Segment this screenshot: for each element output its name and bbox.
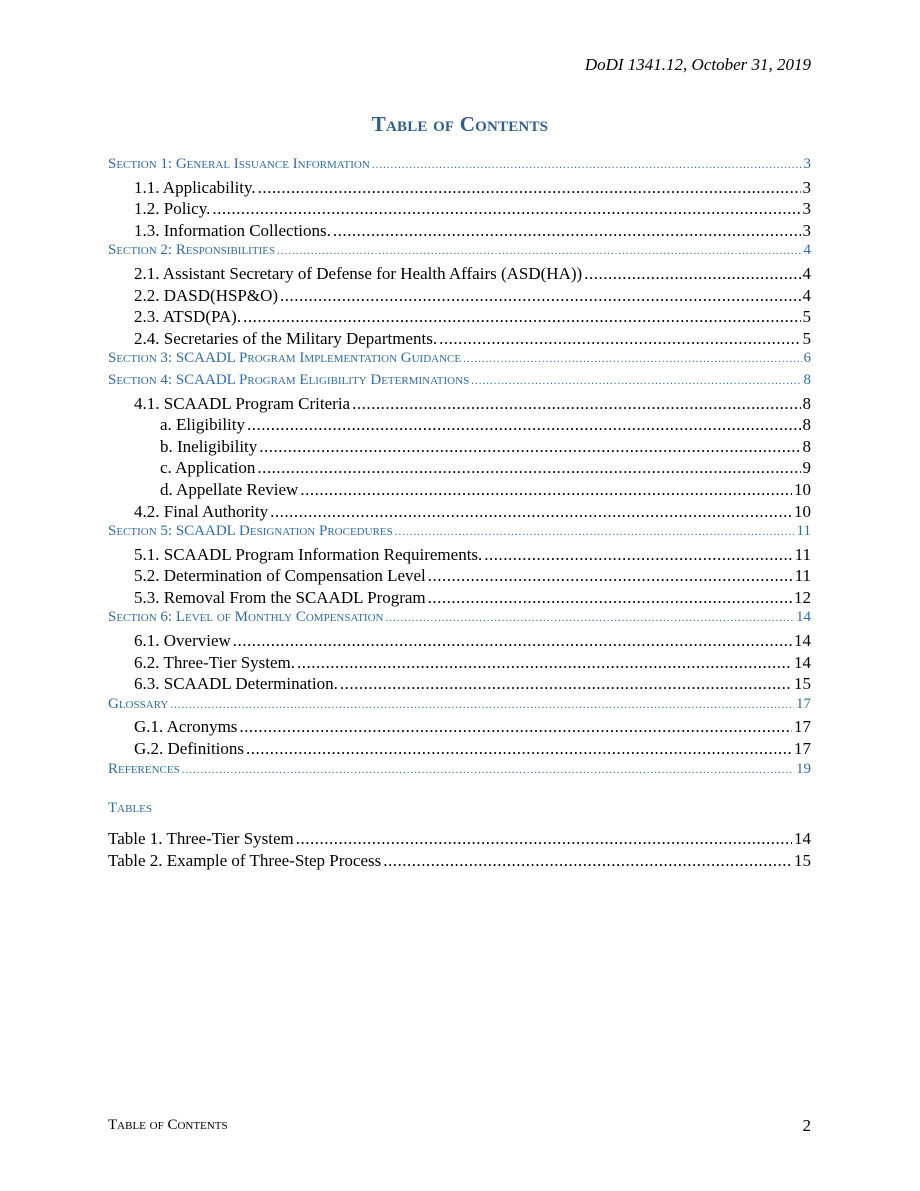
document-header: DoDI 1341.12, October 31, 2019 bbox=[584, 55, 811, 74]
toc-section-link[interactable] bbox=[108, 609, 811, 631]
dot-leader bbox=[277, 242, 801, 259]
dot-leader bbox=[428, 566, 793, 586]
toc-entry-page: 3 bbox=[802, 220, 811, 240]
toc-entry-page: 17 bbox=[794, 739, 811, 759]
toc-entry-link[interactable] bbox=[108, 717, 811, 739]
page-title: Table of Contents bbox=[371, 112, 549, 136]
footer-page-number: 2 bbox=[802, 1116, 811, 1135]
toc-entry-label: 6.1. Overview bbox=[134, 631, 231, 651]
toc-entry-page: 10 bbox=[794, 479, 811, 499]
toc-entry-page: 17 bbox=[796, 695, 811, 712]
toc-entry-link[interactable] bbox=[108, 653, 811, 675]
toc-entry-label: 5.3. Removal From the SCAADL Program bbox=[134, 587, 426, 607]
toc-entry-page: 12 bbox=[794, 587, 811, 607]
toc-entry-page: 17 bbox=[794, 717, 811, 737]
dot-leader bbox=[243, 307, 800, 327]
dot-leader bbox=[333, 221, 801, 241]
tables-heading: Tables bbox=[108, 800, 152, 816]
toc-entry-label: Section 3: SCAADL Program Implementation Guidance bbox=[108, 350, 462, 367]
toc-entry-page: 9 bbox=[802, 458, 811, 478]
dot-leader bbox=[233, 631, 792, 651]
toc-entry-link[interactable] bbox=[108, 286, 811, 308]
toc-entry-page: 14 bbox=[794, 652, 811, 672]
list-of-tables bbox=[108, 829, 811, 872]
toc-entry-label: Section 6: Level of Monthly Compensation bbox=[108, 609, 384, 626]
toc-entry-link[interactable] bbox=[108, 178, 811, 200]
toc-entry-link[interactable] bbox=[108, 502, 811, 524]
toc-entry-page: 14 bbox=[794, 631, 811, 651]
dot-leader bbox=[584, 264, 800, 284]
toc-entry-label: G.2. Definitions bbox=[134, 739, 245, 759]
toc-entry-page: 8 bbox=[802, 393, 811, 413]
toc-entry-label: 2.1. Assistant Secretary of Defense for Health Affairs (ASD(HA)) bbox=[134, 263, 583, 283]
dot-leader bbox=[297, 653, 792, 673]
dot-leader bbox=[270, 502, 792, 522]
toc-entry-link[interactable] bbox=[108, 199, 811, 221]
dot-leader bbox=[246, 739, 792, 759]
toc-entry-label: 5.1. SCAADL Program Information Requirements. bbox=[134, 544, 483, 564]
toc-entry-label: 6.3. SCAADL Determination. bbox=[134, 674, 338, 694]
dot-leader bbox=[300, 480, 792, 500]
dot-leader bbox=[471, 372, 801, 389]
toc-entry-page: 4 bbox=[802, 285, 811, 305]
dot-leader bbox=[340, 674, 792, 694]
toc-entry-page: 5 bbox=[802, 328, 811, 348]
toc-entry-link[interactable] bbox=[108, 264, 811, 286]
dot-leader bbox=[372, 156, 802, 173]
toc-entry-label: b. Ineligibility bbox=[160, 436, 258, 456]
table-of-contents bbox=[108, 156, 811, 782]
toc-entry-label: c. Application bbox=[160, 458, 256, 478]
toc-entry-page: 11 bbox=[794, 566, 811, 586]
dot-leader bbox=[352, 394, 800, 414]
toc-entry-page: 14 bbox=[794, 829, 811, 848]
toc-section-link[interactable] bbox=[108, 372, 811, 394]
toc-section-link[interactable] bbox=[108, 350, 811, 372]
toc-entry-label: G.1. Acronyms bbox=[134, 717, 238, 737]
dot-leader bbox=[259, 437, 800, 457]
toc-entry-link[interactable] bbox=[108, 674, 811, 696]
dot-leader bbox=[258, 178, 801, 198]
toc-entry-link[interactable] bbox=[108, 566, 811, 588]
toc-entry-label: Section 2: Responsibilities bbox=[108, 242, 276, 259]
toc-entry-link[interactable] bbox=[108, 545, 811, 567]
toc-entry-label: d. Appellate Review bbox=[160, 479, 299, 499]
toc-entry-label: 4.1. SCAADL Program Criteria bbox=[134, 393, 351, 413]
toc-entry-page: 11 bbox=[796, 523, 811, 540]
toc-section-link[interactable] bbox=[108, 761, 811, 783]
dot-leader bbox=[182, 761, 794, 778]
toc-entry-link[interactable] bbox=[108, 739, 811, 761]
dot-leader bbox=[257, 458, 800, 478]
toc-entry-page: 6 bbox=[803, 350, 811, 367]
toc-entry-link[interactable] bbox=[108, 480, 811, 502]
toc-entry-link[interactable] bbox=[108, 329, 811, 351]
toc-entry-label: 1.2. Policy. bbox=[134, 199, 211, 219]
toc-entry-page: 4 bbox=[803, 242, 811, 259]
toc-entry-link[interactable] bbox=[108, 221, 811, 243]
dot-leader bbox=[296, 829, 792, 849]
toc-entry-link[interactable] bbox=[108, 415, 811, 437]
toc-entry-label: 1.1. Applicability. bbox=[134, 177, 256, 197]
toc-entry-label: 5.2. Determination of Compensation Level bbox=[134, 566, 426, 586]
toc-entry-page: 3 bbox=[802, 177, 811, 197]
toc-entry-link[interactable] bbox=[108, 394, 811, 416]
footer-section-label: Table of Contents bbox=[108, 1117, 228, 1133]
toc-entry-link[interactable] bbox=[108, 307, 811, 329]
toc-section-link[interactable] bbox=[108, 242, 811, 264]
toc-entry-page: 3 bbox=[802, 199, 811, 219]
toc-entry-page: 8 bbox=[802, 415, 811, 435]
toc-entry-label: Section 5: SCAADL Designation Procedures bbox=[108, 523, 393, 540]
toc-entry-page: 8 bbox=[803, 371, 811, 388]
toc-entry-link[interactable] bbox=[108, 631, 811, 653]
toc-entry-label: Table 1. Three-Tier System bbox=[108, 829, 294, 848]
toc-entry-page: 3 bbox=[803, 156, 811, 172]
toc-entry-page: 19 bbox=[796, 760, 811, 777]
toc-entry-page: 15 bbox=[794, 674, 811, 694]
toc-entry-page: 15 bbox=[794, 850, 811, 870]
toc-entry-link[interactable] bbox=[108, 829, 811, 851]
toc-entry-label: 2.3. ATSD(PA). bbox=[134, 307, 242, 327]
dot-leader bbox=[395, 523, 795, 540]
dot-leader bbox=[484, 545, 792, 565]
dot-leader bbox=[383, 851, 792, 871]
toc-entry-page: 5 bbox=[802, 307, 811, 327]
toc-entry-page: 8 bbox=[802, 436, 811, 456]
toc-entry-label: Section 1: General Issuance Information bbox=[108, 156, 370, 172]
toc-entry-link[interactable] bbox=[108, 851, 811, 873]
dot-leader bbox=[439, 329, 800, 349]
dot-leader bbox=[428, 588, 792, 608]
toc-entry-label: Table 2. Example of Three-Step Process bbox=[108, 850, 382, 870]
toc-entry-label: References bbox=[108, 760, 180, 777]
toc-entry-link[interactable] bbox=[108, 437, 811, 459]
toc-entry-page: 14 bbox=[796, 609, 811, 626]
toc-entry-label: a. Eligibility bbox=[160, 415, 245, 435]
toc-entry-label: 6.2. Three-Tier System. bbox=[134, 652, 296, 672]
toc-section-link[interactable] bbox=[108, 523, 811, 545]
dot-leader bbox=[239, 717, 792, 737]
toc-entry-page: 4 bbox=[802, 263, 811, 283]
toc-entry-page: 10 bbox=[794, 501, 811, 521]
toc-section-link[interactable] bbox=[108, 156, 811, 178]
toc-entry-label: Glossary bbox=[108, 695, 169, 712]
toc-entry-link[interactable] bbox=[108, 588, 811, 610]
toc-entry-label: 1.3. Information Collections. bbox=[134, 220, 331, 240]
dot-leader bbox=[247, 415, 801, 435]
toc-entry-label: Section 4: SCAADL Program Eligibility Determinations bbox=[108, 371, 470, 388]
dot-leader bbox=[463, 350, 801, 367]
dot-leader bbox=[385, 609, 794, 626]
toc-entry-label: 2.4. Secretaries of the Military Departments. bbox=[134, 328, 438, 348]
toc-entry-page: 11 bbox=[794, 544, 811, 564]
dot-leader bbox=[212, 199, 800, 219]
toc-entry-label: 2.2. DASD(HSP&O) bbox=[134, 285, 279, 305]
toc-entry-label: 4.2. Final Authority bbox=[134, 501, 269, 521]
dot-leader bbox=[280, 286, 800, 306]
dot-leader bbox=[170, 696, 794, 713]
toc-entry-link[interactable] bbox=[108, 458, 811, 480]
toc-section-link[interactable] bbox=[108, 696, 811, 718]
